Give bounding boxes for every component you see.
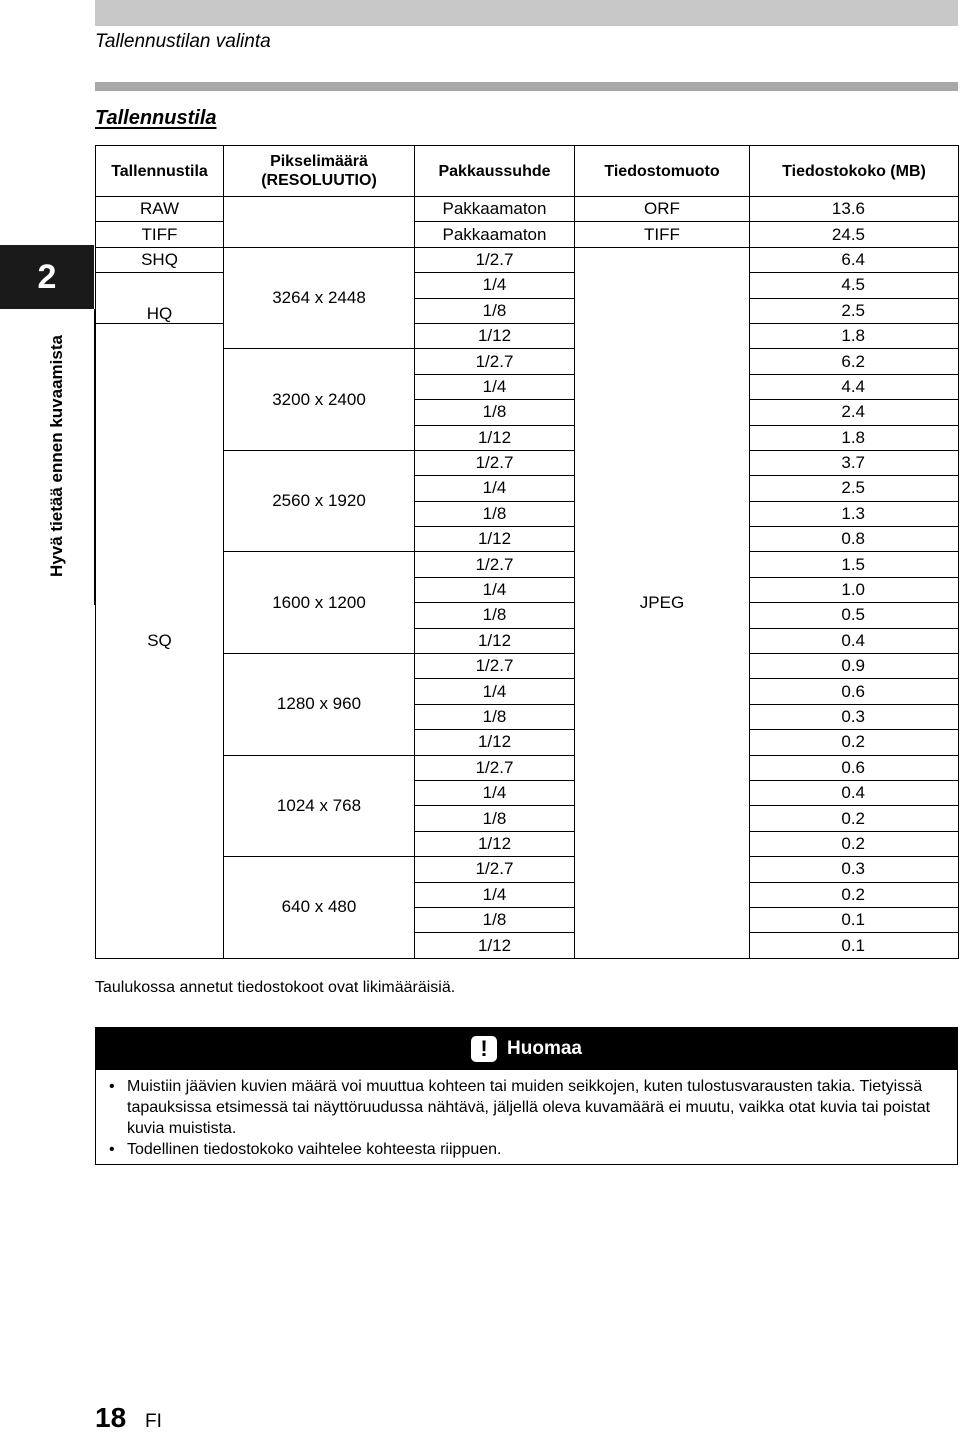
size-cell: 0.2 xyxy=(750,882,959,907)
size-cell: 1.5 xyxy=(750,552,959,577)
mode-cell: HQ xyxy=(96,273,224,324)
compression-cell: 1/8 xyxy=(415,806,575,831)
compression-cell: 1/2.7 xyxy=(415,450,575,475)
compression-cell: 1/4 xyxy=(415,882,575,907)
compression-cell: 1/12 xyxy=(415,425,575,450)
header-compression: Pakkaussuhde xyxy=(415,146,575,197)
compression-cell: 1/12 xyxy=(415,323,575,348)
compression-cell: 1/4 xyxy=(415,679,575,704)
size-cell: 0.1 xyxy=(750,933,959,958)
compression-cell: 1/8 xyxy=(415,298,575,323)
size-cell: 2.4 xyxy=(750,400,959,425)
compression-cell: 1/8 xyxy=(415,501,575,526)
table-row xyxy=(96,247,959,272)
note-item: • Todellinen tiedostokoko vaihtelee kohteesta riippuen. xyxy=(127,1139,947,1160)
table-row xyxy=(96,552,959,577)
compression-cell: 1/8 xyxy=(415,603,575,628)
size-cell: 0.3 xyxy=(750,704,959,729)
compression-cell: Pakkaamaton xyxy=(415,197,575,222)
compression-cell: 1/4 xyxy=(415,780,575,805)
format-cell: TIFF xyxy=(575,222,750,247)
exclamation-icon: ! xyxy=(471,1036,497,1062)
size-cell: 0.2 xyxy=(750,831,959,856)
table-row xyxy=(96,857,959,882)
resolution-cell: 3200 x 2400 xyxy=(224,349,415,451)
header-file-size: Tiedostokoko (MB) xyxy=(750,146,959,197)
section-title: Tallennustila xyxy=(95,107,217,129)
compression-cell: 1/4 xyxy=(415,273,575,298)
compression-cell: 1/2.7 xyxy=(415,857,575,882)
compression-cell: 1/2.7 xyxy=(415,247,575,272)
resolution-cell: 3264 x 2448 xyxy=(224,247,415,349)
size-cell: 0.3 xyxy=(750,857,959,882)
note-title: Huomaa xyxy=(507,1038,582,1059)
size-cell: 1.8 xyxy=(750,425,959,450)
compression-cell: 1/12 xyxy=(415,730,575,755)
header-mode: Tallennustila xyxy=(96,146,224,197)
compression-cell: 1/4 xyxy=(415,577,575,602)
size-cell: 0.1 xyxy=(750,907,959,932)
size-cell: 0.4 xyxy=(750,780,959,805)
size-cell: 1.3 xyxy=(750,501,959,526)
size-cell: 13.6 xyxy=(750,197,959,222)
mode-cell: SHQ xyxy=(96,247,224,272)
size-cell: 6.4 xyxy=(750,247,959,272)
size-cell: 4.5 xyxy=(750,273,959,298)
size-cell: 3.7 xyxy=(750,450,959,475)
note-list xyxy=(96,1076,957,1160)
compression-cell: 1/8 xyxy=(415,400,575,425)
table-row xyxy=(96,197,959,222)
compression-cell: 1/4 xyxy=(415,374,575,399)
size-cell: 24.5 xyxy=(750,222,959,247)
running-head: Tallennustilan valinta xyxy=(95,31,271,52)
compression-cell: 1/2.7 xyxy=(415,552,575,577)
compression-cell: 1/2.7 xyxy=(415,349,575,374)
size-cell: 1.8 xyxy=(750,323,959,348)
section-rule xyxy=(95,82,958,91)
format-cell: JPEG xyxy=(575,247,750,958)
mode-cell: RAW xyxy=(96,197,224,222)
compression-cell: 1/4 xyxy=(415,476,575,501)
size-cell: 0.5 xyxy=(750,603,959,628)
mode-cell: TIFF xyxy=(96,222,224,247)
format-cell: ORF xyxy=(575,197,750,222)
recording-mode-table xyxy=(95,145,959,959)
header-format: Tiedostomuoto xyxy=(575,146,750,197)
size-cell: 2.5 xyxy=(750,298,959,323)
size-cell: 0.2 xyxy=(750,806,959,831)
mode-cell: SQ xyxy=(96,323,224,958)
compression-cell: 1/8 xyxy=(415,907,575,932)
compression-cell: 1/12 xyxy=(415,933,575,958)
table-row xyxy=(96,450,959,475)
table-footnote: Taulukossa annetut tiedostokoot ovat likimääräisiä. xyxy=(95,979,456,996)
size-cell: 2.5 xyxy=(750,476,959,501)
header-resolution-line2: (RESOLUUTIO) xyxy=(261,172,377,189)
size-cell: 0.6 xyxy=(750,679,959,704)
note-header xyxy=(96,1028,957,1070)
chapter-side-label: Hyvä tietää ennen kuvaamista xyxy=(47,335,66,577)
compression-cell: 1/2.7 xyxy=(415,755,575,780)
table-header-row xyxy=(96,146,959,197)
compression-cell: 1/2.7 xyxy=(415,654,575,679)
header-resolution xyxy=(224,146,415,197)
size-cell: 0.6 xyxy=(750,755,959,780)
note-box xyxy=(95,1027,958,1165)
resolution-cell: 2560 x 1920 xyxy=(224,450,415,552)
page-number: 18 xyxy=(95,1402,127,1433)
compression-cell: 1/12 xyxy=(415,831,575,856)
size-cell: 0.9 xyxy=(750,654,959,679)
note-item: • Muistiin jäävien kuvien määrä voi muuttua kohteen tai muiden seikkojen, kuten tulostusvarausten takia. Tietyissä tapauksissa etsimessä tai näyttöruudussa nähtävä, jäljellä oleva kuvamäärä ei muutu, vaikka otat kuvia tai poistat kuvia muistista. xyxy=(127,1076,947,1139)
resolution-cell xyxy=(224,197,415,248)
header-resolution-line1: Pikselimäärä xyxy=(270,153,368,170)
resolution-cell: 1280 x 960 xyxy=(224,654,415,756)
table-row xyxy=(96,755,959,780)
size-cell: 6.2 xyxy=(750,349,959,374)
table-row xyxy=(96,654,959,679)
resolution-cell: 640 x 480 xyxy=(224,857,415,959)
header-bar xyxy=(95,0,958,26)
compression-cell: Pakkaamaton xyxy=(415,222,575,247)
size-cell: 4.4 xyxy=(750,374,959,399)
resolution-cell: 1024 x 768 xyxy=(224,755,415,857)
chapter-number-badge: 2 xyxy=(0,245,94,309)
compression-cell: 1/12 xyxy=(415,628,575,653)
size-cell: 0.8 xyxy=(750,527,959,552)
resolution-cell: 1600 x 1200 xyxy=(224,552,415,654)
compression-cell: 1/8 xyxy=(415,704,575,729)
compression-cell: 1/12 xyxy=(415,527,575,552)
size-cell: 0.2 xyxy=(750,730,959,755)
size-cell: 1.0 xyxy=(750,577,959,602)
page-language: FI xyxy=(145,1411,162,1432)
table-row xyxy=(96,349,959,374)
size-cell: 0.4 xyxy=(750,628,959,653)
